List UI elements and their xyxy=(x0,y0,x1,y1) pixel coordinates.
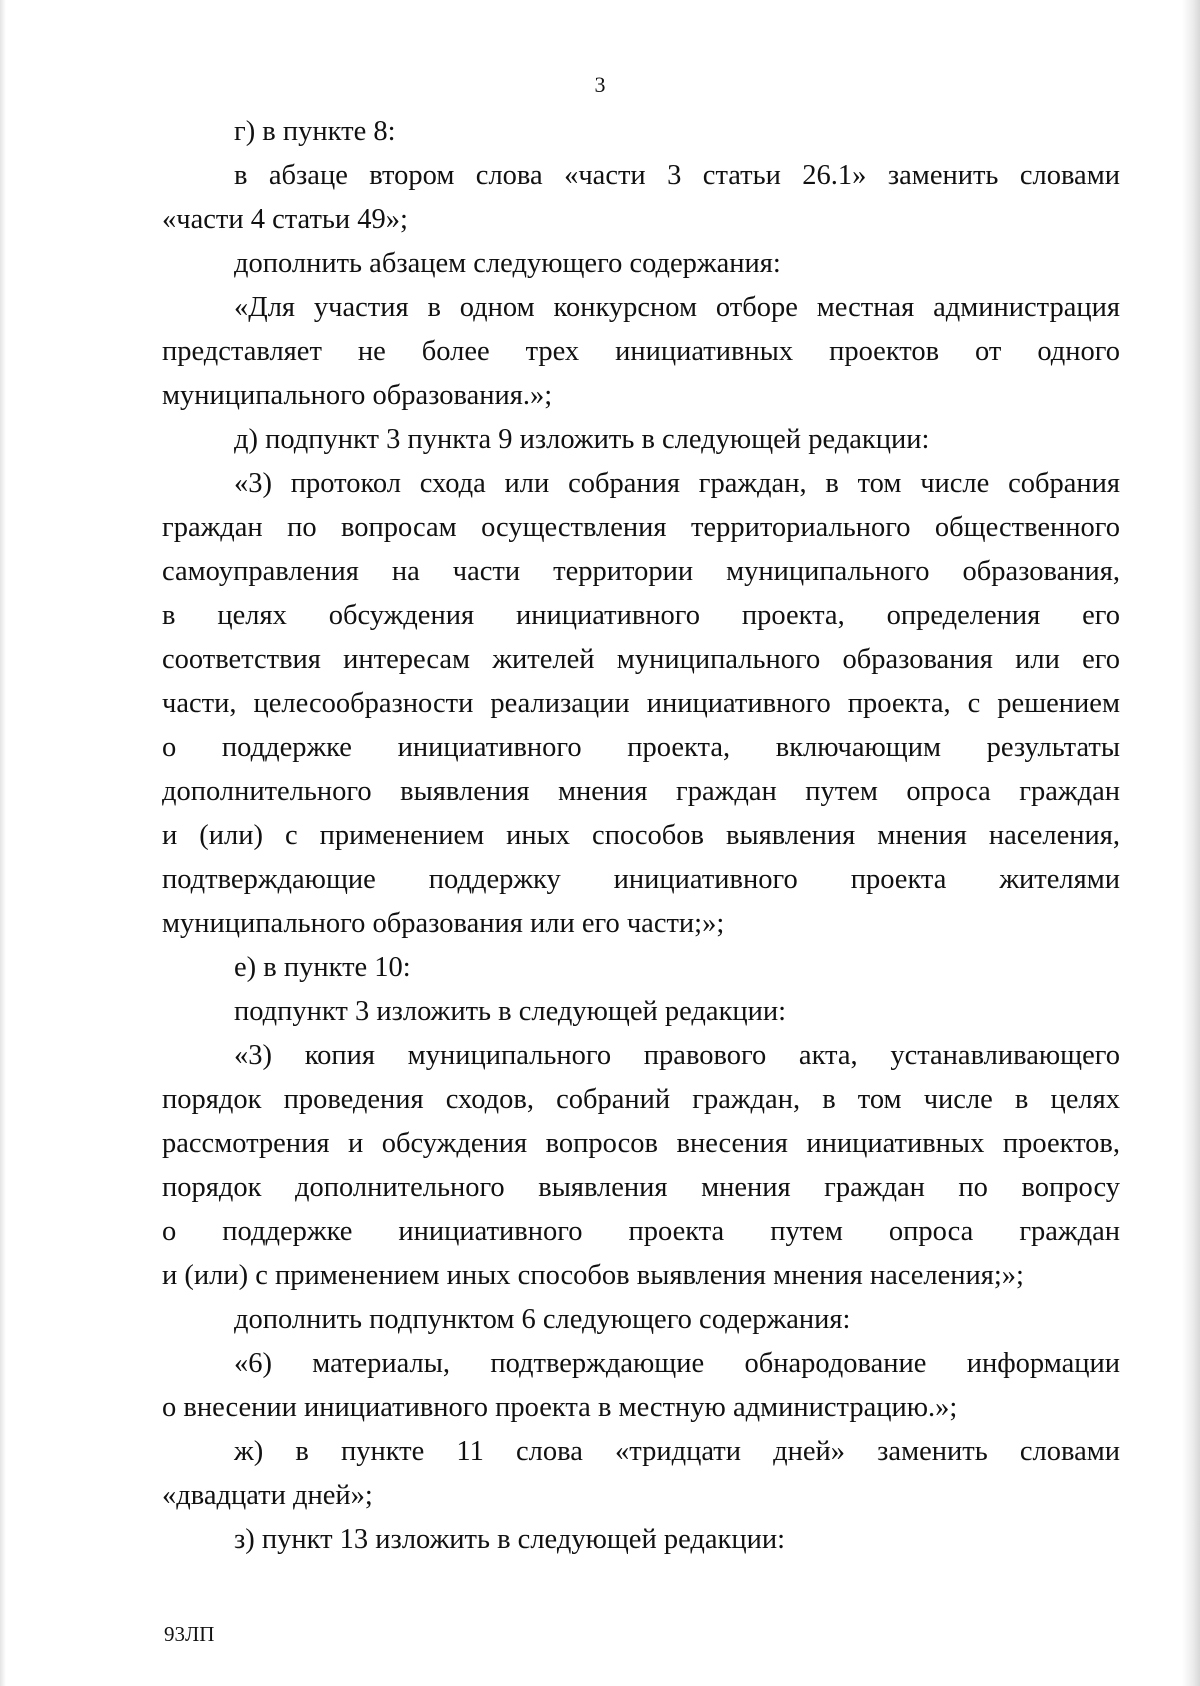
text-line: о поддержке инициативного проекта, включающим результаты xyxy=(162,732,1120,763)
text-line: порядок проведения сходов, собраний граждан, в том числе в целях xyxy=(162,1084,1120,1115)
text-line: «6) материалы, подтверждающие обнародование информации xyxy=(234,1348,1120,1379)
text-line: и (или) с применением иных способов выявления мнения населения;»; xyxy=(162,1260,1024,1291)
text-line: подпункт 3 изложить в следующей редакции: xyxy=(234,996,787,1027)
text-line: «3) копия муниципального правового акта, устанавливающего xyxy=(234,1040,1120,1071)
text-line: порядок дополнительного выявления мнения граждан по вопросу xyxy=(162,1172,1120,1203)
text-line: муниципального образования или его части;»; xyxy=(162,908,725,939)
text-line: части, целесообразности реализации инициативного проекта, с решением xyxy=(162,688,1120,719)
text-line: представляет не более трех инициативных проектов от одного xyxy=(162,336,1120,367)
text-line: «двадцати дней»; xyxy=(162,1480,373,1511)
text-line: дополнить абзацем следующего содержания: xyxy=(234,248,781,279)
text-line: соответствия интересам жителей муниципального образования или его xyxy=(162,644,1120,675)
text-line: д) подпункт 3 пункта 9 изложить в следующей редакции: xyxy=(234,424,930,455)
text-line: ж) в пункте 11 слова «тридцати дней» заменить словами xyxy=(234,1436,1120,1467)
text-line: рассмотрения и обсуждения вопросов внесения инициативных проектов, xyxy=(162,1128,1120,1159)
document-text-body xyxy=(162,110,1120,1562)
text-line: о внесении инициативного проекта в местную администрацию.»; xyxy=(162,1392,958,1423)
text-line: дополнить подпунктом 6 следующего содержания: xyxy=(234,1304,851,1335)
scan-edge-left xyxy=(0,0,6,1686)
text-line: самоуправления на части территории муниципального образования, xyxy=(162,556,1120,587)
text-line: е) в пункте 10: xyxy=(234,952,411,983)
text-line: муниципального образования.»; xyxy=(162,380,553,411)
footer-document-code: 93ЛП xyxy=(164,1622,215,1646)
text-line: в абзаце втором слова «части 3 статьи 26.1» заменить словами xyxy=(234,160,1120,191)
text-line: граждан по вопросам осуществления территориального общественного xyxy=(162,512,1120,543)
text-line: и (или) с применением иных способов выявления мнения населения, xyxy=(162,820,1120,851)
page-number: 3 xyxy=(594,72,606,97)
text-line: дополнительного выявления мнения граждан путем опроса граждан xyxy=(162,776,1120,807)
text-line: подтверждающие поддержку инициативного проекта жителями xyxy=(162,864,1120,895)
text-line: в целях обсуждения инициативного проекта, определения его xyxy=(162,600,1120,631)
text-line: о поддержке инициативного проекта путем опроса граждан xyxy=(162,1216,1120,1247)
text-line: «части 4 статьи 49»; xyxy=(162,204,408,235)
text-line: «3) протокол схода или собрания граждан, в том числе собрания xyxy=(234,468,1120,499)
text-line: г) в пункте 8: xyxy=(234,116,396,147)
text-line: «Для участия в одном конкурсном отборе местная администрация xyxy=(234,292,1120,323)
scan-edge-right xyxy=(1182,0,1200,1686)
text-line: з) пункт 13 изложить в следующей редакции: xyxy=(234,1524,786,1555)
